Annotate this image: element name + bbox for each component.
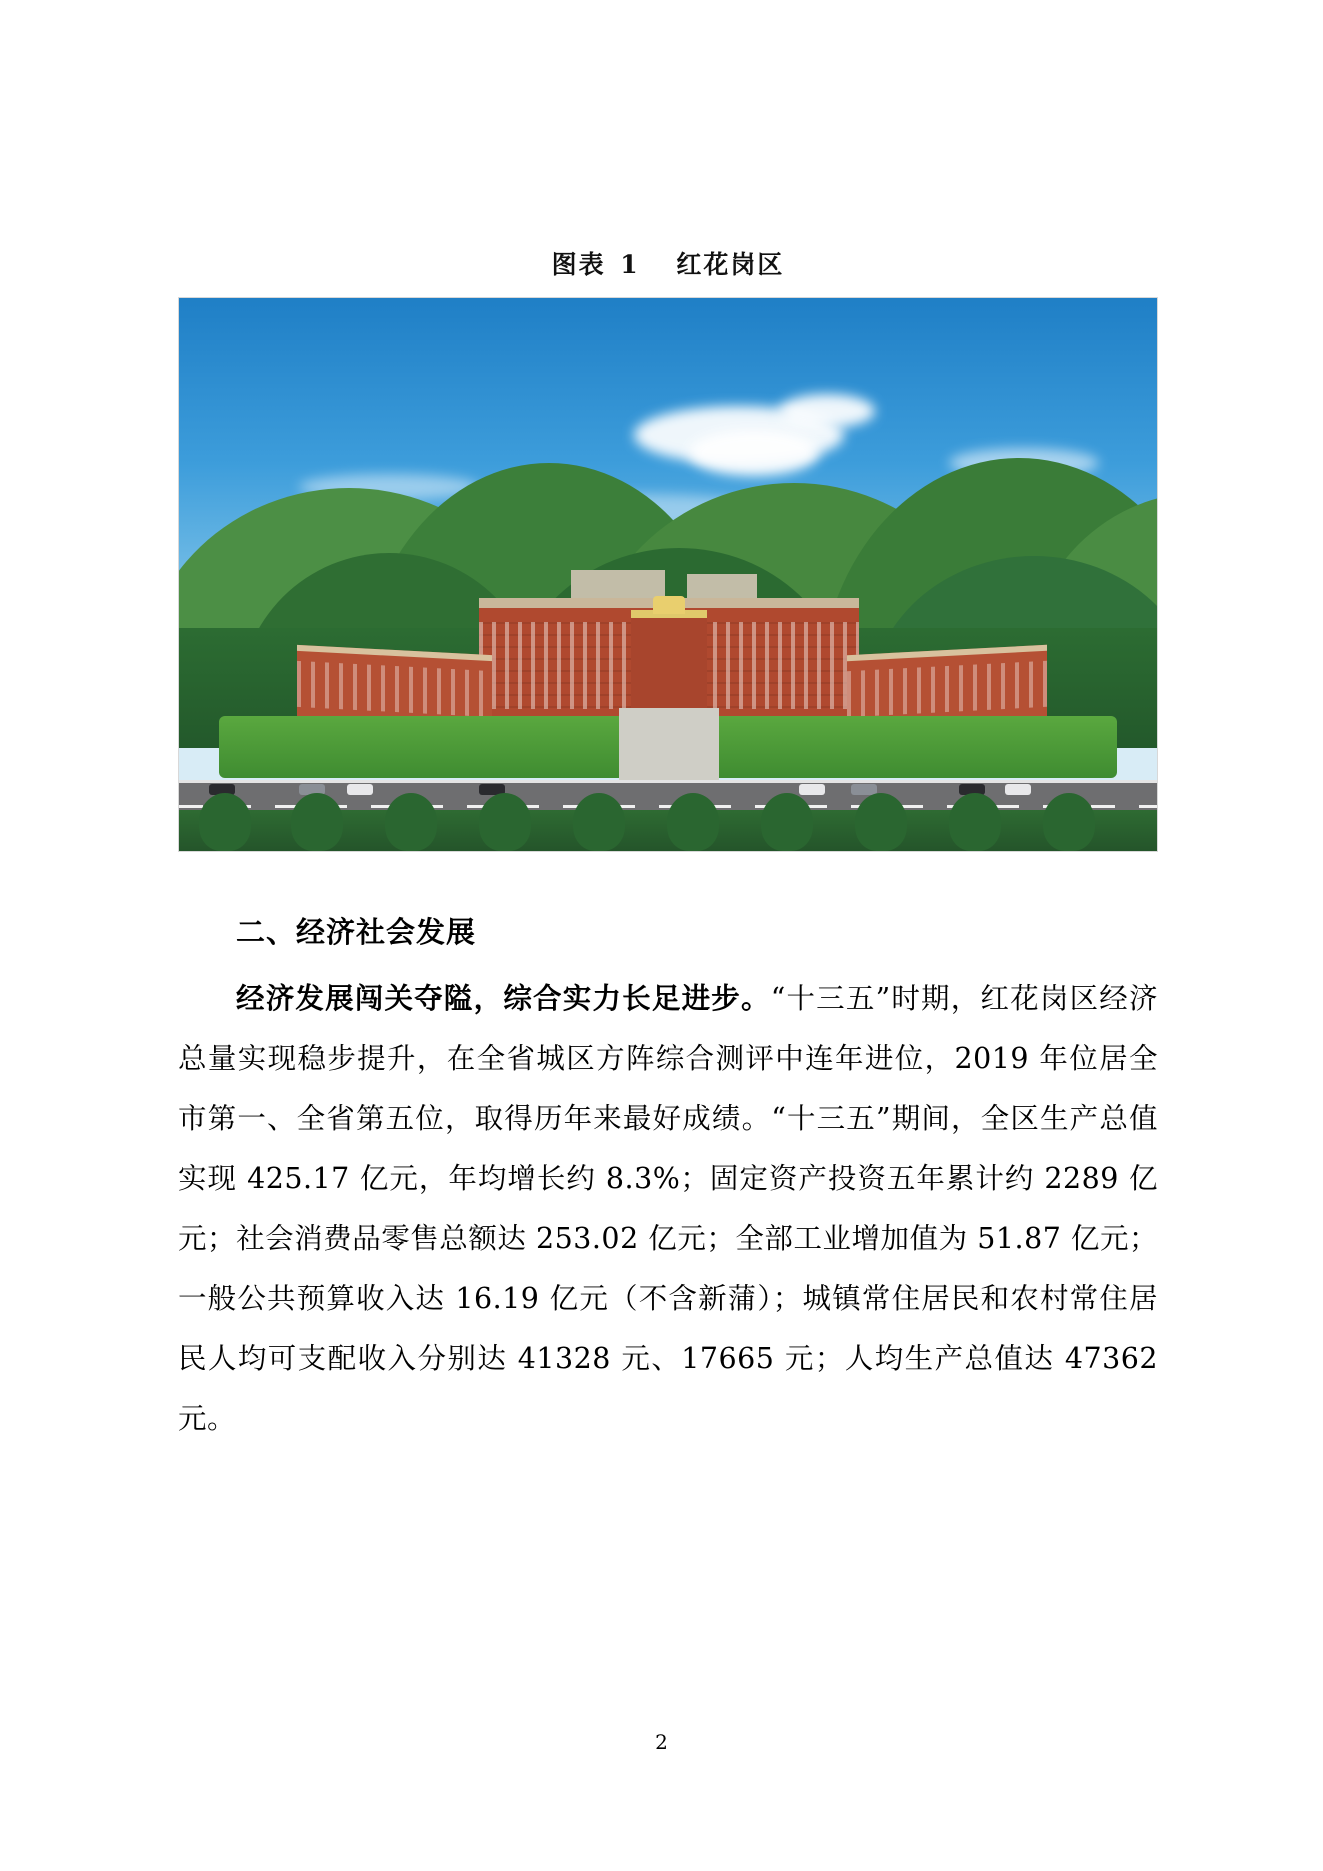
tree (855, 793, 907, 851)
figure-label: 图表 (551, 250, 606, 279)
figure-number: 1 (620, 250, 640, 279)
figure-caption (178, 245, 1158, 281)
section-heading: 二、经济社会发展 (236, 915, 477, 949)
section-paragraph (178, 969, 1158, 1449)
page-number: 2 (655, 1730, 668, 1754)
building-wing-left (297, 645, 492, 727)
plaza-area (619, 708, 719, 786)
figure-image (178, 297, 1158, 852)
page-content (178, 0, 1158, 1871)
tree (291, 793, 343, 851)
figure-title: 红花岗区 (676, 250, 785, 279)
tree (573, 793, 625, 851)
car (1005, 784, 1031, 795)
tree (667, 793, 719, 851)
building-wing-right (847, 645, 1047, 727)
tree (199, 793, 251, 851)
tree (479, 793, 531, 851)
paragraph-body-text: “十三五”时期，红花岗区经济总量实现稳步提升，在全省城区方阵综合测评中连年进位，2019 年位居全市第一、全省第五位，取得历年来最好成绩。“十三五”期间，全区生产总值实现 425.17 亿元，年均增长约 8.3%；固定资产投资五年累计约 2289 亿元；社会消费品零售总额达 253.02 亿元；全部工业增加值为 51.87 亿元；一般公共预算收入达 16.19 亿元（不含新蒲）；城镇常住居民和农村常住居民人均可支配收入分别达 41328 元、17665 元；人均生产总值达 47362 元。 (178, 982, 1158, 1435)
tree (949, 793, 1001, 851)
car (347, 784, 373, 795)
car (799, 784, 825, 795)
cloud-shape (689, 430, 819, 476)
paragraph-lead-sentence: 经济发展闯关夺隘，综合实力长足进步。 (236, 982, 771, 1015)
aerial-photo (179, 298, 1157, 851)
tree (385, 793, 437, 851)
tree (761, 793, 813, 851)
cloud-shape (779, 394, 875, 428)
tree (1043, 793, 1095, 851)
